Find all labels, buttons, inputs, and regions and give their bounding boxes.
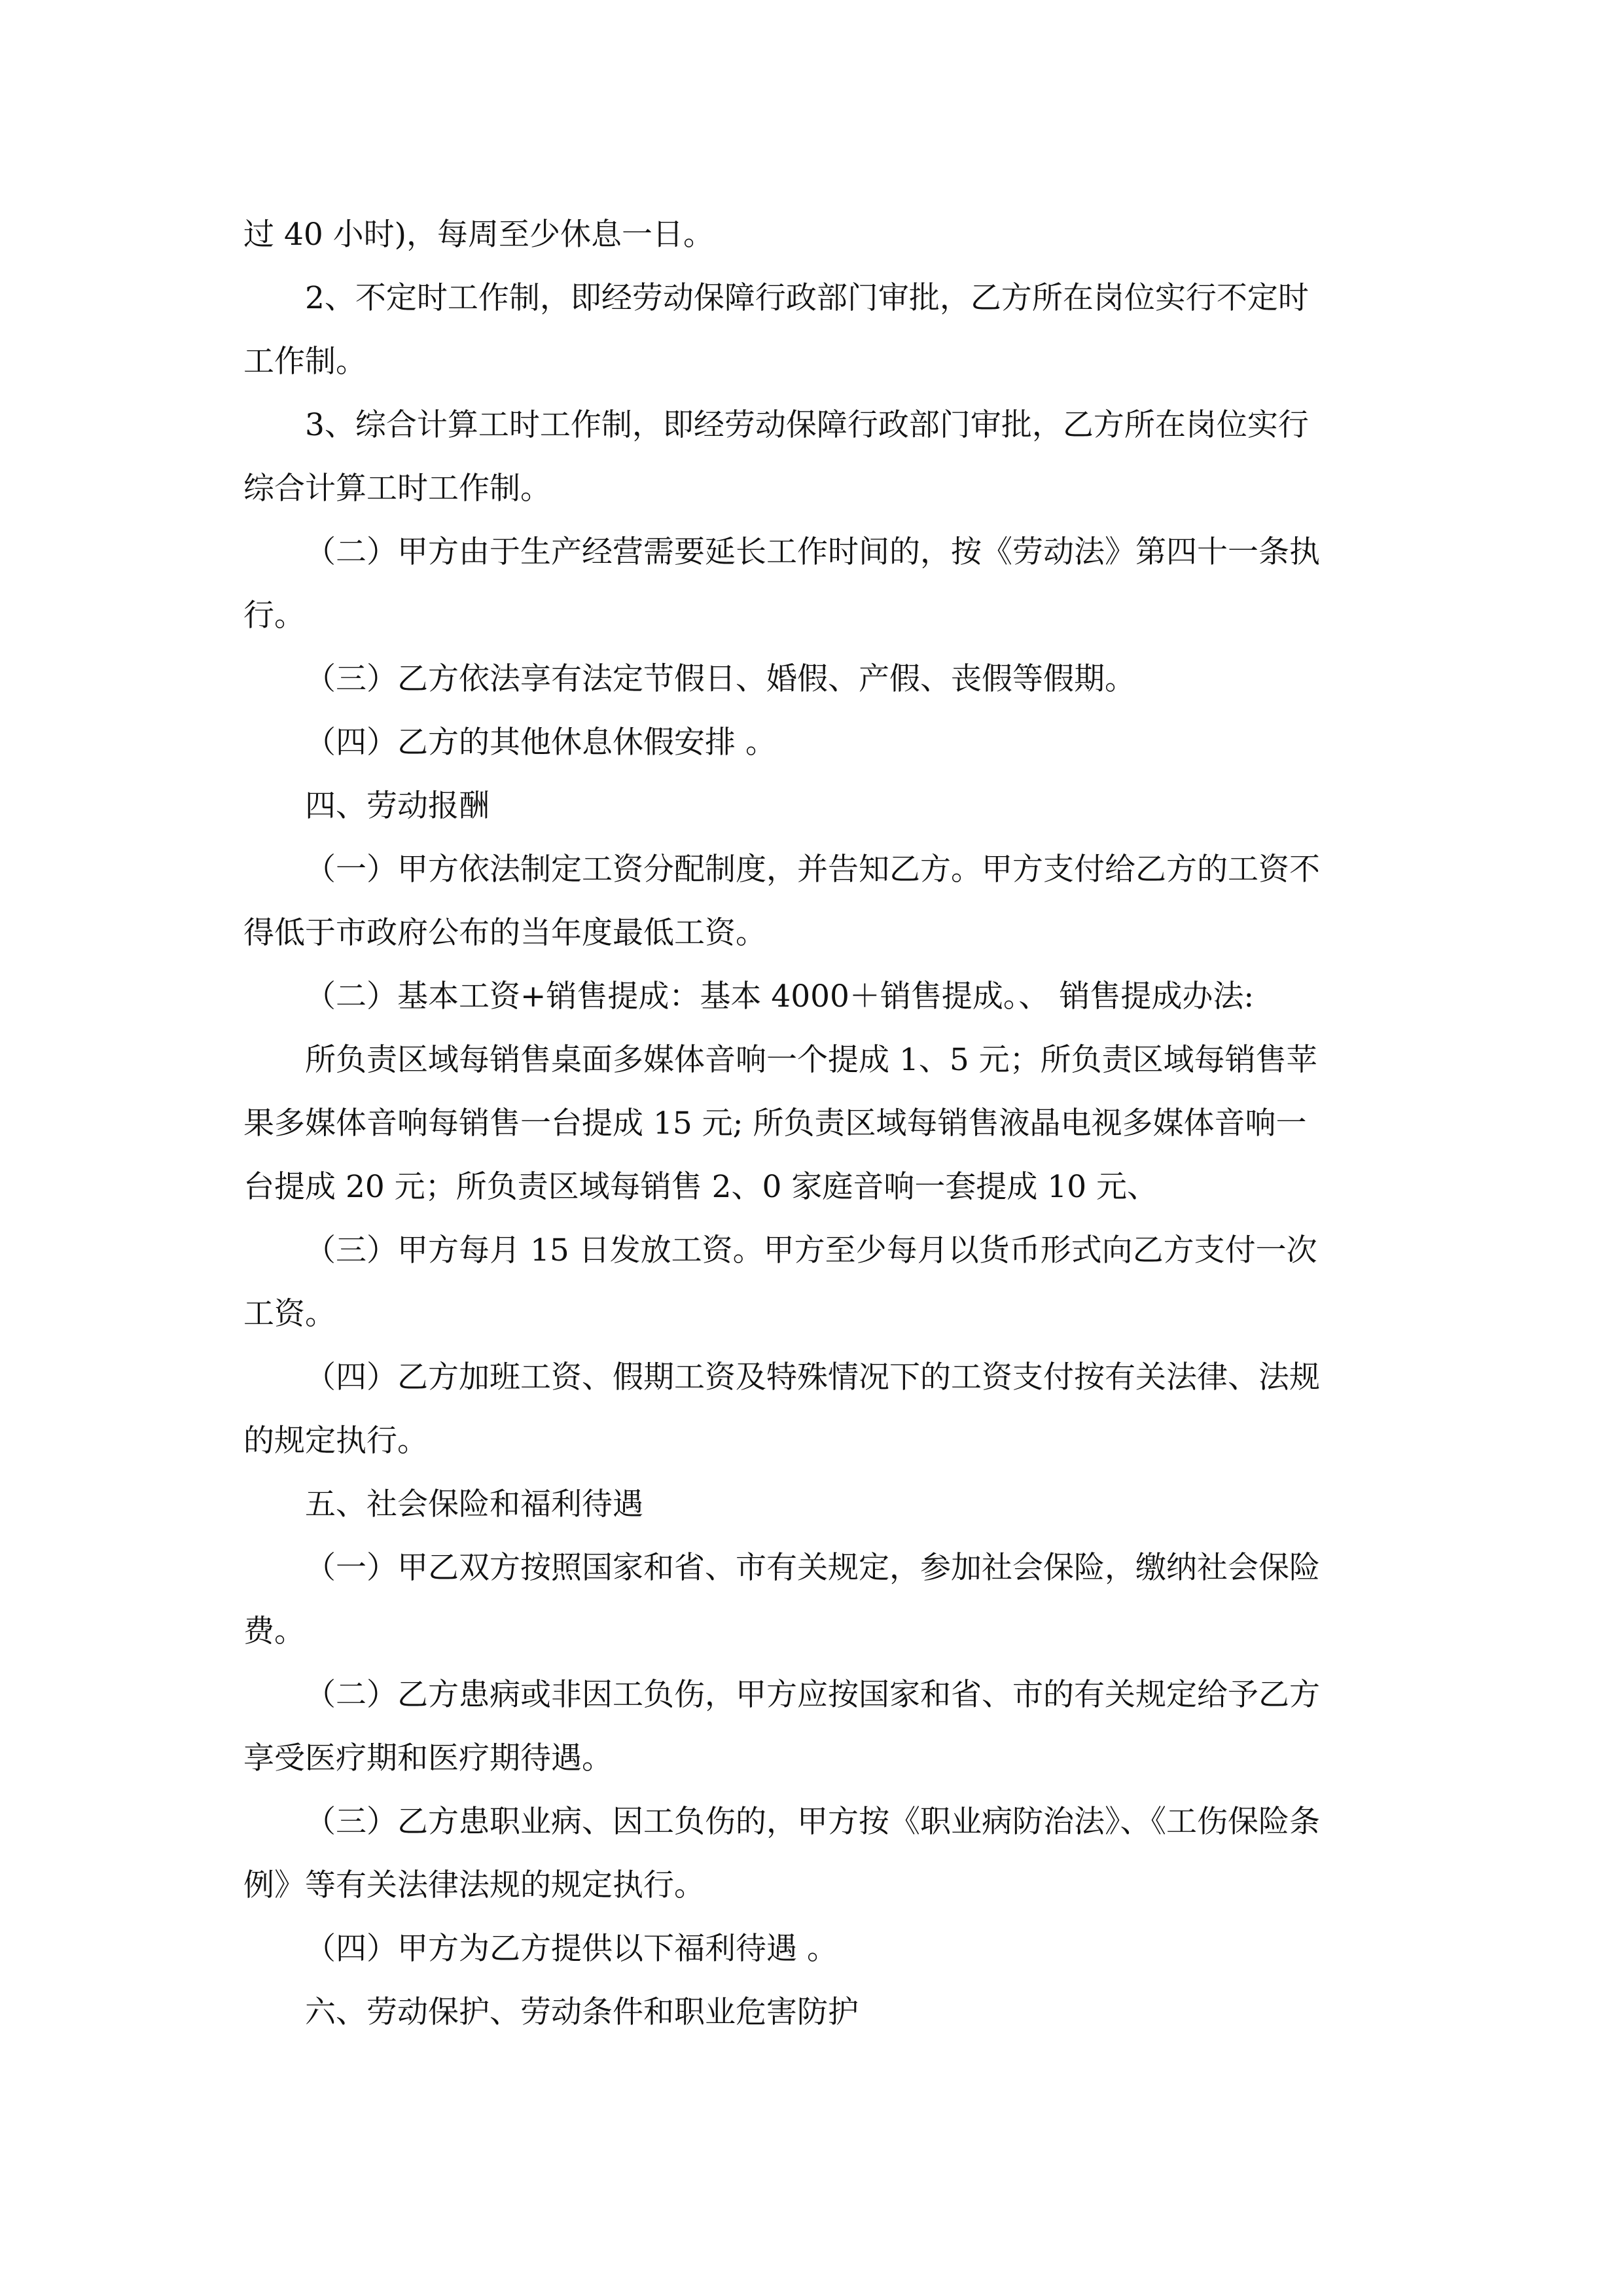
- text-line: 所负责区域每销售桌面多媒体音响一个提成 1、5 元；所负责区域每销售苹: [305, 1042, 1317, 1078]
- text-line: 综合计算工时工作制。: [243, 471, 551, 507]
- text-line: 得低于市政府公布的当年度最低工资。: [243, 915, 766, 951]
- text-line: 五、社会保险和福利待遇: [305, 1486, 643, 1522]
- text-line: 的规定执行。: [243, 1423, 428, 1459]
- text-line: （二）乙方患病或非因工负伤，甲方应按国家和省、市的有关规定给予乙方: [305, 1677, 1320, 1713]
- paragraph: [243, 1219, 1381, 1346]
- paragraph: [243, 1663, 1381, 1790]
- text-line: 行。: [243, 598, 305, 634]
- text-line: （三）乙方依法享有法定节假日、婚假、产假、丧假等假期。: [305, 661, 1135, 697]
- text-line: 2、不定时工作制，即经劳动保障行政部门审批，乙方所在岗位实行不定时: [305, 280, 1309, 316]
- text-line: 台提成 20 元；所负责区域每销售 2、0 家庭音响一套提成 10 元、: [243, 1169, 1158, 1205]
- text-line: 享受医疗期和医疗期待遇。: [243, 1740, 613, 1776]
- text-line: （二）基本工资+销售提成：基本 4000＋销售提成。、 销售提成办法:: [305, 978, 1255, 1014]
- text-line: 工作制。: [243, 344, 366, 380]
- paragraph: [243, 520, 1381, 647]
- text-line: 例》等有关法律法规的规定执行。: [243, 1867, 705, 1903]
- paragraph: [243, 647, 1381, 711]
- paragraph: [243, 1790, 1381, 1917]
- paragraph: [243, 1346, 1381, 1473]
- text-line: 过 40 小时)，每周至少休息一日。: [243, 217, 715, 253]
- paragraph: [243, 393, 1381, 520]
- text-line: 工资。: [243, 1296, 336, 1332]
- section-heading: [243, 774, 1381, 838]
- paragraph: [243, 838, 1381, 965]
- text-line: （四）乙方的其他休息休假安排 。: [305, 725, 776, 761]
- paragraph: [243, 203, 1381, 266]
- paragraph: [243, 266, 1381, 393]
- text-line: 3、综合计算工时工作制，即经劳动保障行政部门审批，乙方所在岗位实行: [305, 407, 1309, 443]
- text-line: （一）甲方依法制定工资分配制度，并告知乙方。甲方支付给乙方的工资不: [305, 852, 1320, 888]
- paragraph: [243, 1917, 1381, 1981]
- text-line: （四）乙方加班工资、假期工资及特殊情况下的工资支付按有关法律、法规: [305, 1359, 1320, 1395]
- paragraph: [243, 1028, 1381, 1219]
- text-line: 六、劳动保护、劳动条件和职业危害防护: [305, 1994, 859, 2030]
- section-heading: [243, 1473, 1381, 1536]
- paragraph: [243, 711, 1381, 774]
- text-line: 费。: [243, 1613, 305, 1649]
- text-line: （一）甲乙双方按照国家和省、市有关规定，参加社会保险，缴纳社会保险: [305, 1550, 1320, 1586]
- section-heading: [243, 1981, 1381, 2044]
- text-line: 四、劳动报酬: [305, 788, 490, 824]
- text-line: （二）甲方由于生产经营需要延长工作时间的，按《劳动法》第四十一条执: [305, 534, 1320, 570]
- text-line: （三）甲方每月 15 日发放工资。甲方至少每月以货币形式向乙方支付一次: [305, 1232, 1317, 1268]
- document-body: [243, 203, 1381, 2044]
- paragraph: [243, 965, 1381, 1028]
- paragraph: [243, 1536, 1381, 1663]
- text-line: 果多媒体音响每销售一台提成 15 元; 所负责区域每销售液晶电视多媒体音响一: [243, 1105, 1307, 1141]
- text-line: （三）乙方患职业病、因工负伤的，甲方按《职业病防治法》、《工伤保险条: [305, 1804, 1320, 1840]
- text-line: （四）甲方为乙方提供以下福利待遇 。: [305, 1931, 838, 1967]
